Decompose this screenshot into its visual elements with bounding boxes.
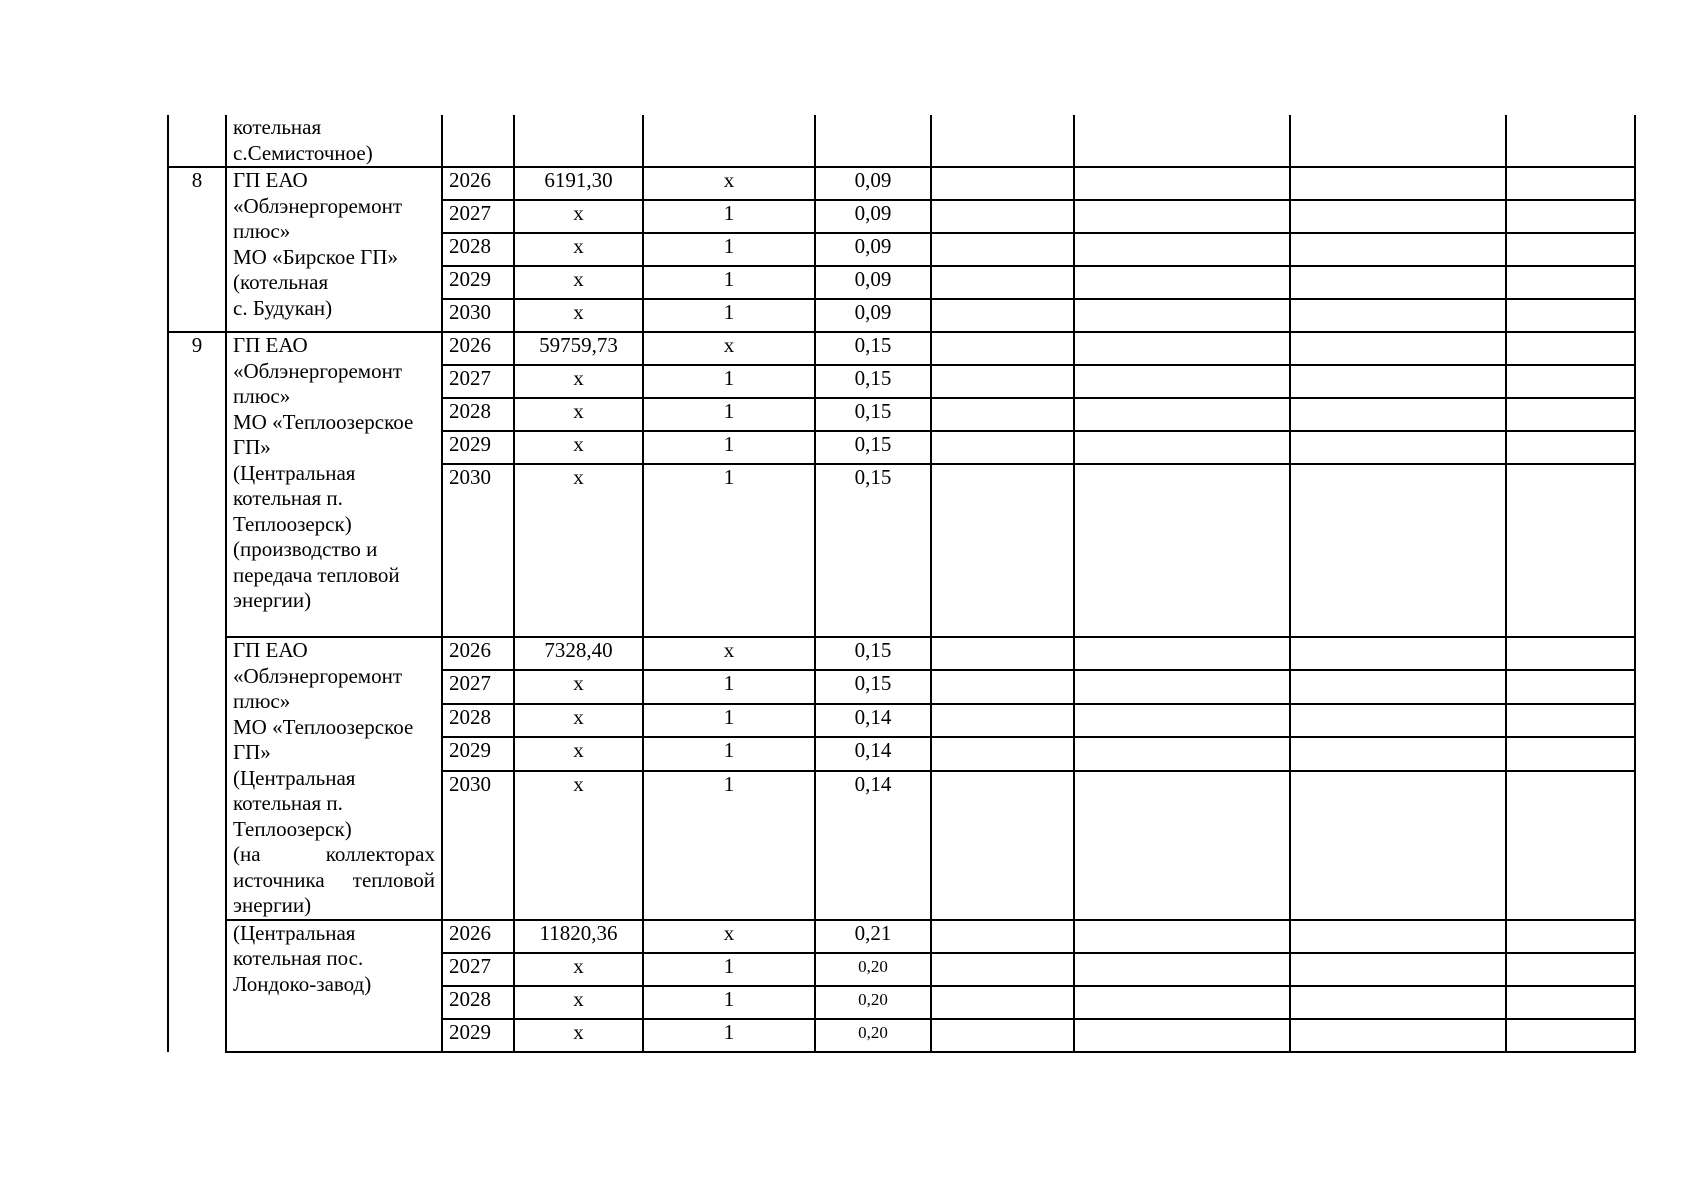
empty-cell — [1506, 431, 1635, 464]
empty-cell — [1506, 986, 1635, 1019]
year-cell: 2030 — [442, 299, 514, 332]
empty-cell — [931, 986, 1074, 1019]
value-cell: x — [514, 704, 643, 737]
empty-cell — [1506, 704, 1635, 737]
empty-cell — [1506, 332, 1635, 365]
empty-cell — [1506, 670, 1635, 703]
empty-cell — [931, 953, 1074, 986]
index-cell: 1 — [643, 986, 815, 1019]
empty-cell — [1506, 200, 1635, 233]
index-cell: 1 — [643, 398, 815, 431]
org-name-line: ГП» — [233, 740, 271, 764]
empty-cell — [1074, 464, 1290, 637]
empty-cell — [1506, 299, 1635, 332]
table-row — [168, 920, 1635, 953]
rate-cell: 0,09 — [815, 299, 931, 332]
org-name-line: Лондоко-завод) — [233, 971, 372, 996]
rate-cell: 0,15 — [815, 431, 931, 464]
year-cell: 2028 — [442, 233, 514, 266]
year-cell: 2030 — [442, 464, 514, 637]
empty-cell — [931, 365, 1074, 398]
value-cell: x — [514, 1019, 643, 1052]
empty-cell — [931, 115, 1074, 167]
index-cell: 1 — [643, 670, 815, 703]
org-name-line — [233, 842, 435, 868]
org-name-line: ГП ЕАО — [233, 638, 308, 662]
empty-cell — [931, 167, 1074, 200]
org-name-line: МО «Теплоозерское — [233, 714, 414, 739]
empty-cell — [1290, 398, 1506, 431]
empty-cell — [1506, 365, 1635, 398]
table-row — [168, 167, 1635, 200]
org-name-word: (на — [233, 842, 261, 866]
empty-cell — [1506, 637, 1635, 670]
index-cell: 1 — [643, 266, 815, 299]
empty-cell — [1290, 233, 1506, 266]
org-name-line: с. Будукан) — [233, 295, 333, 320]
year-cell: 2026 — [442, 637, 514, 670]
year-cell: 2026 — [442, 332, 514, 365]
empty-cell — [1074, 920, 1290, 953]
empty-cell — [931, 233, 1074, 266]
index-cell: 1 — [643, 953, 815, 986]
empty-cell — [1074, 332, 1290, 365]
empty-cell — [1074, 704, 1290, 737]
empty-cell — [1074, 200, 1290, 233]
rate-cell: 0,15 — [815, 398, 931, 431]
year-cell: 2028 — [442, 986, 514, 1019]
empty-cell — [931, 398, 1074, 431]
empty-cell — [1074, 299, 1290, 332]
tariff-table — [167, 115, 1636, 1053]
empty-cell — [1290, 771, 1506, 920]
empty-cell — [1074, 637, 1290, 670]
index-cell: 1 — [643, 431, 815, 464]
value-cell: x — [514, 737, 643, 770]
value-cell: 7328,40 — [514, 637, 643, 670]
row-number-cell — [168, 115, 226, 167]
empty-cell — [931, 431, 1074, 464]
org-name-line: плюс» — [233, 384, 291, 408]
empty-cell — [931, 670, 1074, 703]
empty-cell — [1290, 670, 1506, 703]
year-cell: 2029 — [442, 1019, 514, 1052]
org-name-line: котельная п. — [233, 486, 343, 510]
rate-cell: 0,14 — [815, 771, 931, 920]
year-cell: 2027 — [442, 953, 514, 986]
empty-cell — [1290, 200, 1506, 233]
year-cell: 2030 — [442, 771, 514, 920]
empty-cell — [931, 637, 1074, 670]
empty-cell — [931, 266, 1074, 299]
year-cell — [442, 115, 514, 167]
empty-cell — [1506, 953, 1635, 986]
empty-cell — [1506, 167, 1635, 200]
empty-cell — [1290, 332, 1506, 365]
empty-cell — [931, 464, 1074, 637]
rate-cell: 0,20 — [815, 986, 931, 1019]
empty-cell — [1506, 266, 1635, 299]
rate-cell: 0,20 — [815, 953, 931, 986]
org-name-line: с.Семисточное) — [233, 140, 373, 165]
empty-cell — [931, 1019, 1074, 1052]
org-name-line: (Центральная — [233, 920, 356, 945]
empty-cell — [1290, 365, 1506, 398]
rate-cell: 0,09 — [815, 167, 931, 200]
org-name-line: котельная — [233, 115, 322, 139]
value-cell: x — [514, 233, 643, 266]
empty-cell — [1506, 1019, 1635, 1052]
empty-cell — [1506, 398, 1635, 431]
value-cell: x — [514, 464, 643, 637]
table-row — [168, 332, 1635, 365]
empty-cell — [1290, 299, 1506, 332]
org-name-line: ГП ЕАО — [233, 168, 308, 192]
value-cell: 59759,73 — [514, 332, 643, 365]
empty-cell — [1074, 986, 1290, 1019]
empty-cell — [1290, 1019, 1506, 1052]
rate-cell: 0,15 — [815, 332, 931, 365]
value-cell: x — [514, 299, 643, 332]
value-cell: x — [514, 365, 643, 398]
empty-cell — [1074, 1019, 1290, 1052]
year-cell: 2027 — [442, 200, 514, 233]
empty-cell — [1290, 637, 1506, 670]
org-name-line: плюс» — [233, 219, 291, 243]
org-name-line: (котельная — [233, 270, 329, 294]
empty-cell — [1290, 737, 1506, 770]
empty-cell — [1506, 464, 1635, 637]
empty-cell — [1290, 704, 1506, 737]
org-name-line: (Центральная — [233, 765, 356, 790]
rate-cell: 0,09 — [815, 233, 931, 266]
index-cell: x — [643, 167, 815, 200]
value-cell: x — [514, 670, 643, 703]
org-name-cell — [226, 115, 442, 167]
org-name-line: ГП ЕАО — [233, 333, 308, 357]
empty-cell — [1506, 737, 1635, 770]
empty-cell — [1290, 266, 1506, 299]
empty-cell — [931, 771, 1074, 920]
year-cell: 2029 — [442, 737, 514, 770]
org-name-line: Теплоозерск) — [233, 511, 352, 536]
org-name-cell — [226, 332, 442, 637]
index-cell: 1 — [643, 365, 815, 398]
index-cell: x — [643, 920, 815, 953]
empty-cell — [1290, 920, 1506, 953]
value-cell: x — [514, 953, 643, 986]
value-cell — [514, 115, 643, 167]
org-name-line: МО «Бирское ГП» — [233, 244, 398, 269]
index-cell: 1 — [643, 737, 815, 770]
org-name-line: «Облэнергоремонт — [233, 193, 402, 218]
empty-cell — [1074, 167, 1290, 200]
index-cell: 1 — [643, 299, 815, 332]
org-name-line: ГП» — [233, 435, 271, 459]
year-cell: 2028 — [442, 704, 514, 737]
empty-cell — [1074, 670, 1290, 703]
value-cell: x — [514, 266, 643, 299]
value-cell: x — [514, 200, 643, 233]
empty-cell — [1506, 771, 1635, 920]
index-cell — [643, 115, 815, 167]
org-name-line: энергии) — [233, 588, 312, 612]
index-cell: 1 — [643, 771, 815, 920]
table-row — [168, 115, 1635, 167]
rate-cell: 0,21 — [815, 920, 931, 953]
rate-cell: 0,14 — [815, 704, 931, 737]
index-cell: x — [643, 637, 815, 670]
org-name-line: котельная пос. — [233, 946, 364, 970]
rate-cell: 0,15 — [815, 464, 931, 637]
empty-cell — [1074, 233, 1290, 266]
empty-cell — [1074, 115, 1290, 167]
empty-cell — [931, 737, 1074, 770]
empty-cell — [931, 332, 1074, 365]
year-cell: 2026 — [442, 920, 514, 953]
empty-cell — [1074, 953, 1290, 986]
value-cell: x — [514, 431, 643, 464]
empty-cell — [1074, 266, 1290, 299]
empty-cell — [1074, 737, 1290, 770]
org-name-line: «Облэнергоремонт — [233, 663, 402, 688]
year-cell: 2029 — [442, 431, 514, 464]
org-name-line: энергии) — [233, 893, 312, 917]
index-cell: 1 — [643, 233, 815, 266]
row-number-cell: 9 — [168, 332, 226, 1052]
org-name-line: «Облэнергоремонт — [233, 358, 402, 383]
value-cell: 6191,30 — [514, 167, 643, 200]
empty-cell — [1290, 464, 1506, 637]
org-name-line: плюс» — [233, 689, 291, 713]
rate-cell: 0,14 — [815, 737, 931, 770]
year-cell: 2026 — [442, 167, 514, 200]
empty-cell — [1074, 771, 1290, 920]
year-cell: 2027 — [442, 365, 514, 398]
index-cell: x — [643, 332, 815, 365]
org-name-line: передача тепловой — [233, 562, 400, 587]
index-cell: 1 — [643, 704, 815, 737]
org-name-line: котельная п. — [233, 791, 343, 815]
org-name-word: тепловой — [352, 867, 435, 892]
rate-cell: 0,15 — [815, 365, 931, 398]
index-cell: 1 — [643, 464, 815, 637]
org-name-cell — [226, 167, 442, 332]
rate-cell: 0,15 — [815, 637, 931, 670]
org-name-cell — [226, 920, 442, 1052]
index-cell: 1 — [643, 200, 815, 233]
row-number-cell: 8 — [168, 167, 226, 332]
org-name-line — [233, 868, 435, 894]
empty-cell — [1290, 953, 1506, 986]
empty-cell — [1290, 115, 1506, 167]
year-cell: 2029 — [442, 266, 514, 299]
empty-cell — [931, 299, 1074, 332]
empty-cell — [1506, 920, 1635, 953]
empty-cell — [931, 920, 1074, 953]
org-name-line: МО «Теплоозерское — [233, 409, 414, 434]
empty-cell — [1074, 398, 1290, 431]
empty-cell — [1074, 431, 1290, 464]
value-cell: x — [514, 398, 643, 431]
empty-cell — [1290, 167, 1506, 200]
value-cell: 11820,36 — [514, 920, 643, 953]
year-cell: 2028 — [442, 398, 514, 431]
rate-cell — [815, 115, 931, 167]
year-cell: 2027 — [442, 670, 514, 703]
empty-cell — [1290, 986, 1506, 1019]
empty-cell — [931, 704, 1074, 737]
org-name-line: (Центральная — [233, 460, 356, 485]
empty-cell — [1506, 233, 1635, 266]
org-name-line: (производство и — [233, 537, 378, 561]
empty-cell — [1290, 431, 1506, 464]
org-name-word: источника — [233, 867, 325, 892]
value-cell: x — [514, 771, 643, 920]
value-cell: x — [514, 986, 643, 1019]
empty-cell — [1506, 115, 1635, 167]
index-cell: 1 — [643, 1019, 815, 1052]
org-name-word: коллекторах — [325, 842, 435, 866]
rate-cell: 0,09 — [815, 266, 931, 299]
empty-cell — [1074, 365, 1290, 398]
rate-cell: 0,15 — [815, 670, 931, 703]
table-row — [168, 637, 1635, 670]
empty-cell — [931, 200, 1074, 233]
rate-cell: 0,09 — [815, 200, 931, 233]
rate-cell: 0,20 — [815, 1019, 931, 1052]
org-name-cell — [226, 637, 442, 920]
org-name-line: Теплоозерск) — [233, 816, 352, 841]
